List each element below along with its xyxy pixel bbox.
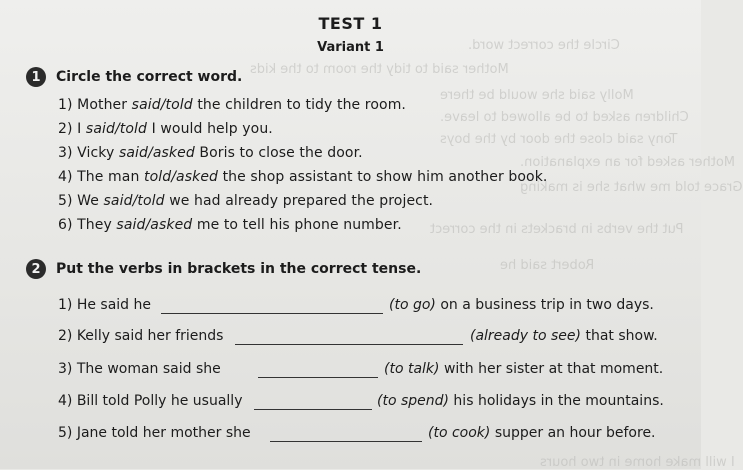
section-2-heading <box>26 259 421 279</box>
worksheet-page: Circle the correct word. Mother said to tidy the room to the kids Molly said she would be there Children asked to be allowed to leave. Tony said close the door by the boys Mother asked for an explanation. Grace told me what she is making Put the verbs in brackets in the correct Robert said he I will make home in two hours TEST 1 Variant 1 1 Circle the correct word. 1) Mother said/told the children to tidy the room. 2) I said/told I would help you. 3) Vicky said/asked Boris to close the door. 4) The man told/asked the shop assistant to show him another book. 5) We said/told we had already prepared the project. 6) They said/asked me to tell his phone number. 2 Put the verbs in brackets in the correct tense. 1) He said he (to go) on a business trip in two days. 2) Kelly said her friends (already to see) that show. 3) The woman said she (to talk) with her sister at that moment. 4) Bill told Polly he usually (to spend) his holidays in the mountains. 5) Jane told her mother she (to cook) supper an hour before. <box>0 0 701 469</box>
bleed-through-text: Tony said close the door by the boys <box>440 132 678 147</box>
answer-blank[interactable] <box>258 363 378 378</box>
section-number-badge: 1 <box>26 67 46 87</box>
bleed-through-text: Molly said she would be there <box>440 88 634 103</box>
bleed-through-text: Robert said he <box>500 258 595 273</box>
variant-label: Variant 1 <box>317 40 384 55</box>
bleed-through-text: Circle the correct word. <box>468 38 620 53</box>
bleed-through-text: Put the verbs in brackets in the correct <box>430 222 684 237</box>
answer-blank[interactable] <box>235 330 463 345</box>
bleed-through-text: Mother said to tidy the room to the kids <box>250 62 509 77</box>
list-item: 4) The man told/asked the shop assistant to show him another book. <box>58 169 548 185</box>
list-item: 3) Vicky said/asked Boris to close the door. <box>58 145 363 161</box>
answer-blank[interactable] <box>161 299 383 314</box>
word-choice[interactable]: said/told <box>85 121 148 137</box>
word-choice[interactable]: said/asked <box>116 217 193 233</box>
section-1-heading <box>26 67 242 87</box>
section-instruction: Put the verbs in brackets in the correct tense. <box>56 261 422 277</box>
list-item: 5) We said/told we had already prepared the project. <box>58 193 434 209</box>
word-choice[interactable]: said/told <box>131 97 193 113</box>
word-choice[interactable]: said/asked <box>118 145 195 161</box>
bleed-through-text: I will make home in two hours <box>540 455 735 470</box>
bleed-through-text: Grace told me what she is making <box>520 180 743 195</box>
answer-blank[interactable] <box>254 395 372 410</box>
word-choice[interactable]: told/asked <box>143 169 219 185</box>
list-item: 2) I said/told I would help you. <box>58 121 273 137</box>
list-item: 1) Mother said/told the children to tidy the room. <box>58 97 406 113</box>
answer-blank[interactable] <box>270 427 422 442</box>
test-title: TEST 1 <box>318 14 383 33</box>
section-number-badge: 2 <box>26 259 46 279</box>
bleed-through-text: Children asked to be allowed to leave. <box>440 110 689 125</box>
section-instruction: Circle the correct word. <box>56 69 243 85</box>
list-item: 6) They said/asked me to tell his phone number. <box>58 217 402 233</box>
word-choice[interactable]: said/told <box>103 193 165 209</box>
bleed-through-text: Mother asked for an explanation. <box>520 155 736 170</box>
